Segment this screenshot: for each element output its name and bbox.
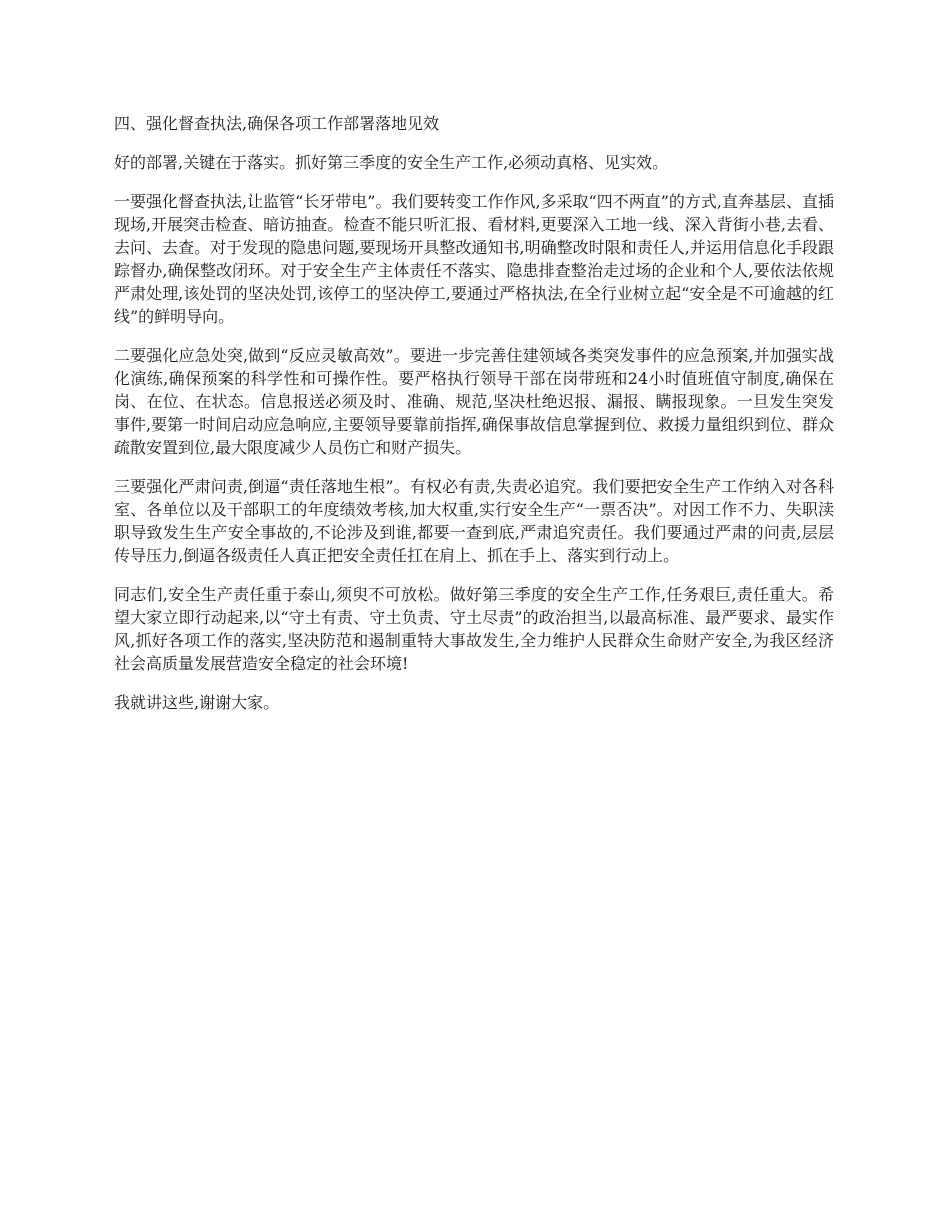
paragraph-accountability: 三要强化严肃问责,倒逼“责任落地生根”。有权必有责,失责必追究。我们要把安全生产工作纳入对各科室、各单位以及干部职工的年度绩效考核,加大权重,实行安全生产“一票否决”。对因工作不力、失职渎职导致发生生产安全事故的,不论涉及到谁,都要一查到底,严肃追究责任。我们要通过严肃的问责,层层传导压力,倒逼各级责任人真正把安全责任扛在肩上、抓在手上、落实到行动上。 bbox=[114, 477, 834, 565]
paragraph-supervision: 一要强化督查执法,让监管“长牙带电”。我们要转变工作作风,多采取“四不两直”的方式,直奔基层、直插现场,开展突击检查、暗访抽查。检查不能只听汇报、看材料,更要深入工地一线、深入背街小巷,去看、去问、去查。对于发现的隐患问题,要现场开具整改通知书,明确整改时限和责任人,并运用信息化手段跟踪督办,确保整改闭环。对于安全生产主体责任不落实、隐患排查整治走过场的企业和个人,要依法依规严肃处理,该处罚的坚决处罚,该停工的坚决停工,要通过严格执法,在全行业树立起“安全是不可逾越的红线”的鲜明导向。 bbox=[114, 192, 834, 326]
paragraph-intro: 好的部署,关键在于落实。抓好第三季度的安全生产工作,必须动真格、见实效。 bbox=[114, 153, 669, 172]
document-body bbox=[114, 112, 834, 730]
paragraph-thanks: 我就讲这些,谢谢大家。 bbox=[114, 693, 280, 712]
section-heading: 四、强化督查执法,确保各项工作部署落地见效 bbox=[114, 114, 440, 133]
paragraph-emergency: 二要强化应急处突,做到“反应灵敏高效”。要进一步完善住建领域各类突发事件的应急预案,并加强实战化演练,确保预案的科学性和可操作性。要严格执行领导干部在岗带班和24小时值班值守制度,确保在岗、在位、在状态。信息报送必须及时、准确、规范,坚决杜绝迟报、漏报、瞒报现象。一旦发生突发事件,要第一时间启动应急响应,主要领导要靠前指挥,确保事故信息掌握到位、救援力量组织到位、群众疏散安置到位,最大限度减少人员伤亡和财产损失。 bbox=[114, 346, 834, 457]
paragraph-closing: 同志们,安全生产责任重于泰山,须臾不可放松。做好第三季度的安全生产工作,任务艰巨,责任重大。希望大家立即行动起来,以“守土有责、守土负责、守土尽责”的政治担当,以最高标准、最严要求、最实作风,抓好各项工作的落实,坚决防范和遏制重特大事故发生,全力维护人民群众生命财产安全,为我区经济社会高质量发展营造安全稳定的社会环境! bbox=[114, 585, 834, 673]
